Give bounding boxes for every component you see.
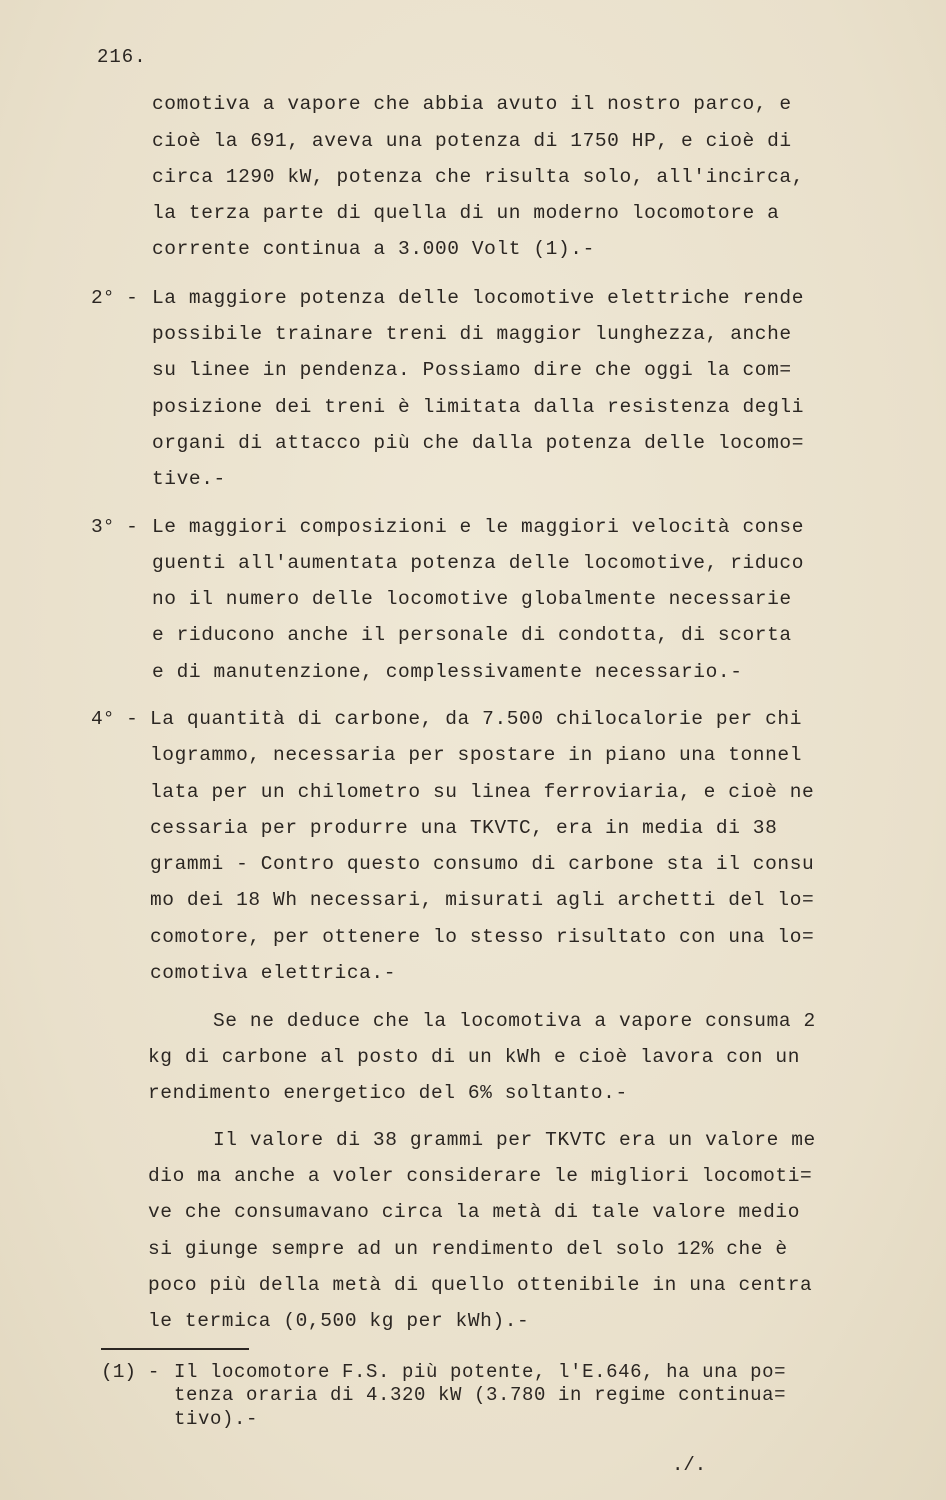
text-line: poco più della metà di quello ottenibile in una centra: [148, 1274, 813, 1296]
text-line: corrente continua a 3.000 Volt (1).-: [152, 238, 595, 260]
text-line: comotore, per ottenere lo stesso risultato con una lo=: [150, 926, 815, 948]
page-number: 216.: [97, 46, 147, 68]
text-line: La maggiore potenza delle locomotive elettriche rende: [152, 287, 805, 309]
footnote-line: tivo).-: [174, 1408, 259, 1430]
footnote-marker: (1) -: [101, 1361, 160, 1383]
text-line: le termica (0,500 kg per kWh).-: [148, 1310, 530, 1332]
text-line: La quantità di carbone, da 7.500 chilocalorie per chi: [150, 708, 803, 730]
text-line: cessaria per produrre una TKVTC, era in media di 38: [150, 817, 778, 839]
text-line: ve che consumavano circa la metà di tale valore medio: [148, 1201, 801, 1223]
text-line: no il numero delle locomotive globalmente necessarie: [152, 588, 792, 610]
text-line: su linee in pendenza. Possiamo dire che oggi la com=: [152, 359, 792, 381]
text-line: la terza parte di quella di un moderno locomotore a: [152, 202, 780, 224]
text-line: cioè la 691, aveva una potenza di 1750 HP, e cioè di: [152, 130, 792, 152]
text-line: si giunge sempre ad un rendimento del solo 12% che è: [148, 1238, 788, 1260]
footnote-divider: [101, 1348, 249, 1350]
text-line: kg di carbone al posto di un kWh e cioè lavora con un: [148, 1046, 801, 1068]
text-line: posizione dei treni è limitata dalla resistenza degli: [152, 396, 805, 418]
item-number: 4° -: [91, 708, 138, 730]
continuation-mark: ./.: [672, 1454, 707, 1476]
text-line: comotiva elettrica.-: [150, 962, 397, 984]
footnote-line: Il locomotore F.S. più potente, l'E.646, ha una po=: [174, 1361, 787, 1383]
text-line: Se ne deduce che la locomotiva a vapore consuma 2: [213, 1010, 816, 1032]
text-line: e di manutenzione, complessivamente necessario.-: [152, 661, 743, 683]
text-line: Il valore di 38 grammi per TKVTC era un valore me: [213, 1129, 816, 1151]
text-line: tive.-: [152, 468, 226, 490]
text-line: grammi - Contro questo consumo di carbone sta il consu: [150, 853, 815, 875]
item-number: 2° -: [91, 287, 138, 309]
text-line: dio ma anche a voler considerare le migliori locomoti=: [148, 1165, 813, 1187]
text-line: comotiva a vapore che abbia avuto il nostro parco, e: [152, 93, 792, 115]
item-number: 3° -: [91, 516, 138, 538]
text-line: lata per un chilometro su linea ferroviaria, e cioè ne: [150, 781, 815, 803]
text-line: rendimento energetico del 6% soltanto.-: [148, 1082, 628, 1104]
text-line: possibile trainare treni di maggior lunghezza, anche: [152, 323, 792, 345]
footnote-line: tenza oraria di 4.320 kW (3.780 in regime continua=: [174, 1384, 787, 1406]
text-line: guenti all'aumentata potenza delle locomotive, riduco: [152, 552, 805, 574]
text-line: mo dei 18 Wh necessari, misurati agli archetti del lo=: [150, 889, 815, 911]
text-line: organi di attacco più che dalla potenza delle locomo=: [152, 432, 805, 454]
text-line: logrammo, necessaria per spostare in piano una tonnel: [150, 744, 803, 766]
text-line: circa 1290 kW, potenza che risulta solo, all'incirca,: [152, 166, 805, 188]
text-line: Le maggiori composizioni e le maggiori velocità conse: [152, 516, 805, 538]
text-line: e riducono anche il personale di condotta, di scorta: [152, 624, 792, 646]
